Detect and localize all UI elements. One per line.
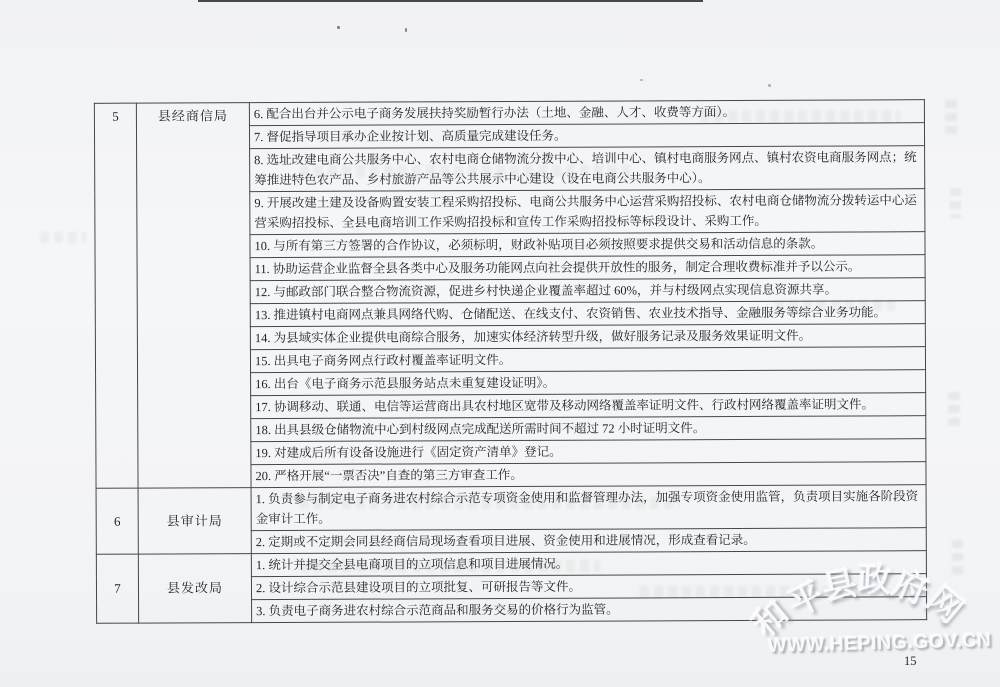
task-cell: 15. 出具电子商务网点行政村覆盖率证明文件。 — [250, 347, 925, 373]
department-cell: 县经商信局 — [136, 103, 251, 488]
watermark-char: 网 — [919, 579, 970, 631]
task-cell: 11. 协助运营企业监督全县各类中心及服务功能网点向社会提供开放性的服务，制定合理收费标准并予以公示。 — [250, 255, 925, 281]
row-number-cell: 6 — [96, 488, 138, 554]
department-cell: 县审计局 — [138, 488, 251, 554]
task-cell: 16. 出台《电子商务示范县服务站点未重复建设证明》。 — [251, 370, 926, 396]
row-number-cell: 5 — [94, 103, 138, 488]
scan-speck — [640, 79, 643, 81]
responsibility-table — [94, 99, 926, 624]
scan-speck — [337, 26, 340, 29]
bleed-through-artifact — [952, 540, 963, 574]
task-cell: 3. 负责电子商务进农村综合示范商品和服务交易的价格行为监管。 — [252, 597, 927, 623]
department-cell: 县发改局 — [138, 554, 251, 623]
task-cell: 13. 推进镇村电商网点兼具网络代购、仓储配送、在线支付、农资销售、农业技术指导、金融服务等综合业务功能。 — [250, 301, 925, 327]
scan-edge-artifact — [198, 0, 703, 2]
task-cell: 19. 对建成后所有设备设施进行《固定资产清单》登记。 — [251, 439, 926, 465]
bleed-through-artifact — [945, 100, 957, 138]
task-cell: 7. 督促指导项目承办企业按计划、高质量完成建设任务。 — [249, 123, 924, 149]
bleed-through-artifact — [948, 392, 960, 428]
watermark-char: 政 — [856, 560, 893, 600]
task-cell: 1. 负责参与制定电子商务进农村综合示范专项资金使用和监督管理办法，加强专项资金使用监管，负责项目实施各阶段资金审计工作。 — [251, 485, 926, 531]
task-cell: 10. 与所有第三方签署的合作协议，必须标明，财政补贴项目必须按照要求提供交易和活动信息的条款。 — [250, 232, 925, 258]
watermark-char: 府 — [887, 563, 934, 612]
task-cell: 18. 出具县级仓储物流中心到村级网点完成配送所需时间不超过 72 小时证明文件。 — [251, 416, 926, 442]
task-cell: 2. 定期或不定期会同县经商信局现场查看项目进展、资金使用和进展情况，形成查看记录。 — [251, 528, 926, 554]
task-cell: 2. 设计综合示范县建设项目的立项批复、可研报告等文件。 — [251, 574, 926, 600]
watermark-char: 和 — [746, 593, 797, 645]
row-number-cell: 7 — [96, 554, 138, 623]
task-cell: 12. 与邮政部门联合整合物流资源，促进乡村快递企业覆盖率超过 60%，并与村级网点实现信息资源共享。 — [250, 278, 925, 304]
task-cell: 8. 选址改建电商公共服务中心、农村电商仓储物流分拨中心、培训中心、镇村电商服务网点、镇村农资电商服务网点；统筹推进特色农产品、乡村旅游产品等公共展示中心建设（设在电商公共服务中心）。 — [250, 146, 925, 192]
scan-speck — [405, 28, 407, 32]
page-number: 15 — [904, 654, 917, 668]
watermark-url: WWW.HEPING.GOV.CN — [767, 629, 992, 657]
task-cell: 6. 配合出台并公示电子商务发展扶持奖励暂行办法（土地、金融、人才、收费等方面）。 — [249, 100, 924, 126]
bleed-through-artifact — [950, 188, 961, 218]
task-cell: 17. 协调移动、联通、电信等运营商出具农村地区宽带及移动网络覆盖率证明文件、行政村网络覆盖率证明文件。 — [251, 393, 926, 419]
task-cell: 9. 开展改建土建及设备购置安装工程采购招投标、电商公共服务中心运营采购招投标、农村电商仓储物流分拨转运中心运营采购招投标、全县电商培训工作采购招投标和宣传工作采购招投标等标段设计、采购工作。 — [250, 189, 925, 235]
watermark-char: 县 — [819, 563, 861, 609]
bleed-through-artifact — [40, 232, 86, 243]
watermark-char: 平 — [782, 575, 831, 625]
scan-speck — [768, 84, 771, 87]
task-cell: 20. 严格开展“一票否决”自查的第三方审查工作。 — [251, 462, 926, 488]
task-cell: 1. 统计并提交全县电商项目的立项信息和项目进展情况。 — [251, 551, 926, 577]
task-cell: 14. 为县域实体企业提供电商综合服务，加速实体经济转型升级，做好服务记录及服务效果证明文件。 — [250, 324, 925, 350]
